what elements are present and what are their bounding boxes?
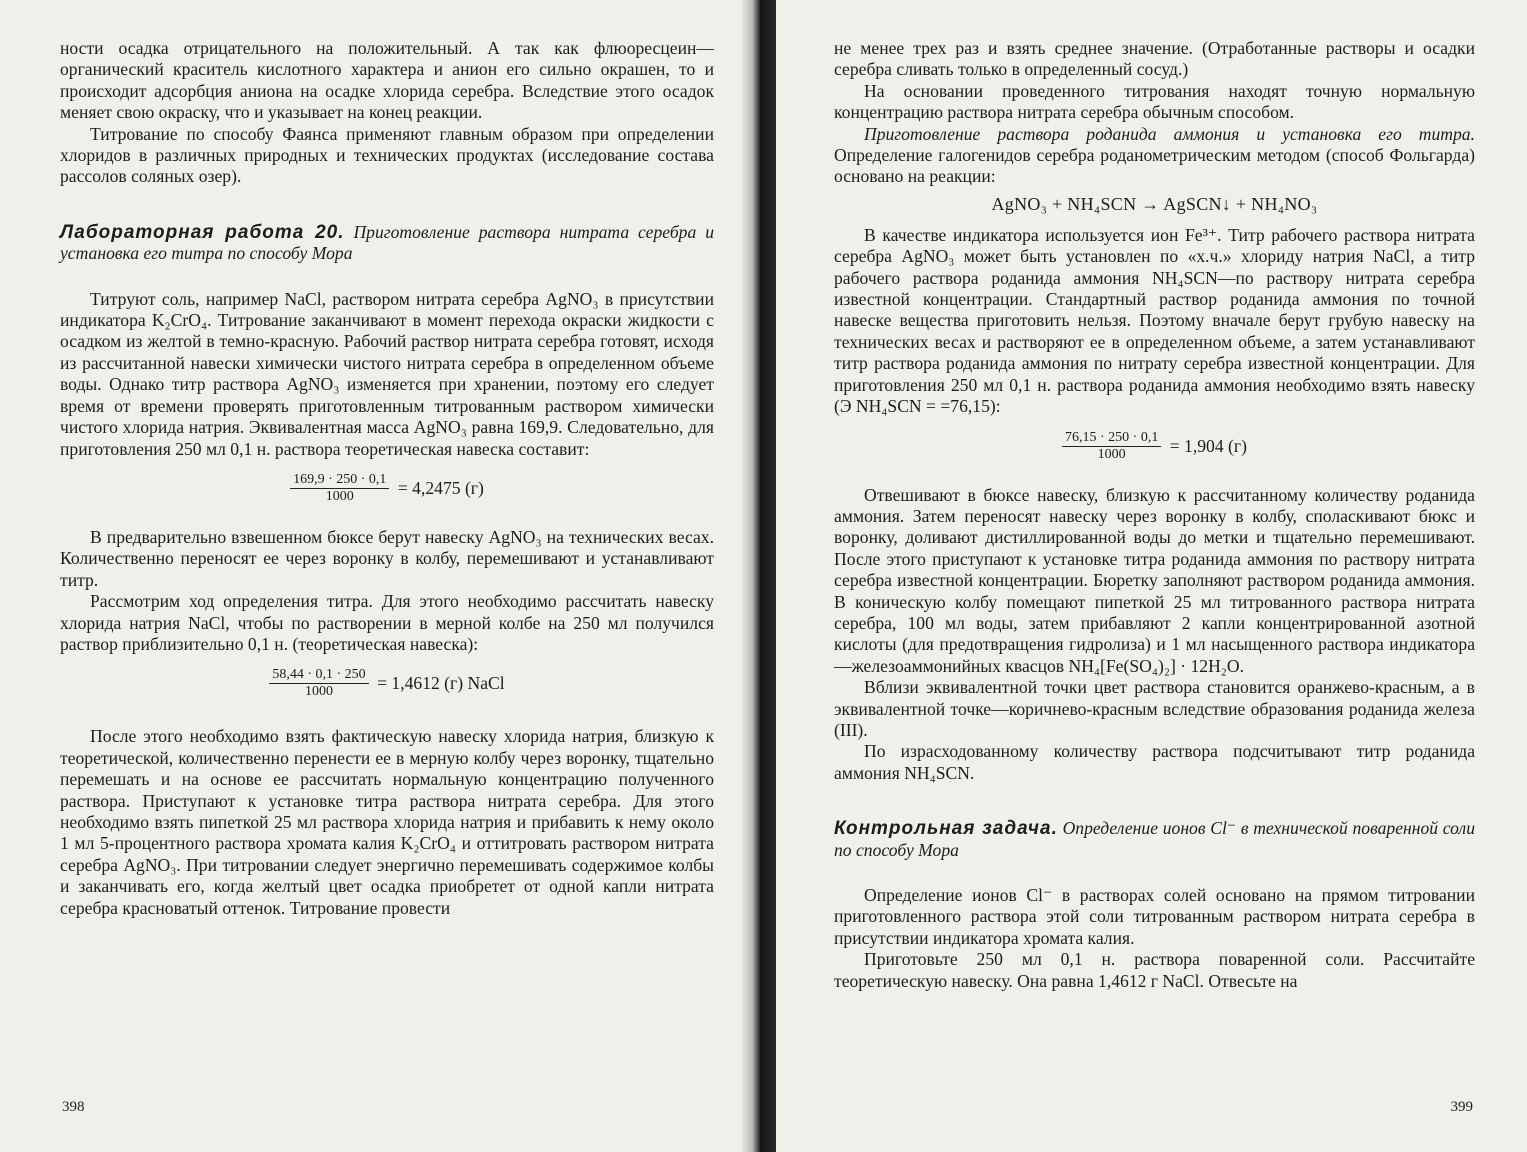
paragraph: В качестве индикатора используется ион Fe³⁺. Титр рабочего раствора нитрата серебра AgNO₃ может быть установлен по «х.ч.» хлориду натрия NaCl, а титр рабочего раствора роданида аммония NH₄SCN—по раствору нитрата серебра известной концентрации. Стандартный раствор роданида аммония по точной навеске вещества приготовить нельзя. Поэтому вначале берут грубую навеску на технических весах и растворяют ее в определенном объеме, а затем устанавливают титр раствора роданида аммония по нитрату серебра известной концентрации. Для приготовления 250 мл 0,1 н. раствора роданида аммония необходимо взять навеску (Э NH₄SCN = =76,15): xyxy=(834,224,1475,417)
paragraph: Титрование по способу Фаянса применяют главным образом при определении хлоридов в различных природных и технических продуктах (исследование состава рассолов соляных озер). xyxy=(60,123,714,187)
formula-denominator: 1000 xyxy=(325,488,354,504)
control-task-title: Контрольная задача. xyxy=(834,818,1058,840)
formula-numerator: 76,15 · 250 · 0,1 xyxy=(1062,430,1161,447)
left-page xyxy=(0,0,742,1152)
paragraph: По израсходованному количеству раствора подсчитывают титр роданида аммония NH₄SCN. xyxy=(834,741,1475,783)
section-title: Приготовление раствора роданида аммония и установка его титра. xyxy=(864,123,1475,144)
formula-numerator: 169,9 · 250 · 0,1 xyxy=(290,472,389,489)
paragraph: Приготовьте 250 мл 0,1 н. раствора поваренной соли. Рассчитайте теоретическую навеску. Она равна 1,4612 г NaCl. Отвесьте на xyxy=(834,949,1475,991)
lab-work-heading xyxy=(60,222,714,265)
paragraph: Рассмотрим ход определения титра. Для этого необходимо рассчитать навеску хлорида натрия NaCl, чтобы по растворении в мерной колбе на 250 мл получился раствор приблизительно 0,1 н. (теоретическая навеска): xyxy=(60,591,714,654)
reaction-equation: AgNO₃ + NH₄SCN → AgSCN↓ + NH₄NO₃ xyxy=(991,193,1318,214)
lab-work-subtitle: Приготовление раствора нитрата серебра и установка его титра по способу Мора xyxy=(60,221,714,264)
formula-result: = 1,4612 (г) NaCl xyxy=(377,673,505,694)
paragraph: не менее трех раз и взять среднее значение. (Отработанные растворы и осадки серебра сливать только в определенный сосуд.) xyxy=(834,38,1475,80)
paragraph: Определение ионов Cl⁻ в растворах солей основано на прямом титровании приготовленного раствора этой соли титрованным раствором нитрата серебра в присутствии индикатора хромата калия. xyxy=(834,885,1475,948)
paragraph: ности осадка отрицательного на положительный. А так как флюоресцеин—органический краситель кислотного характера и анион его сильно окрашен, то и происходит адсорбция аниона на осадке хлорида серебра. Вследствие этого осадок меняет свою окраску, что и указывает на конец реакции. xyxy=(60,38,714,123)
formula-denominator: 1000 xyxy=(1097,446,1126,462)
paragraph: На основании проведенного титрования находят точную нормальную концентрацию раствора нитрата серебра обычным способом. xyxy=(834,80,1475,123)
paragraph: В предварительно взвешенном бюксе берут навеску AgNO₃ на технических весах. Количественно переносят ее через воронку в колбу, перемешивают и устанавливают титр. xyxy=(60,526,714,590)
right-page xyxy=(776,0,1527,1152)
control-task-subtitle: Определение ионов Cl⁻ в технической поваренной соли по способу Мора xyxy=(834,818,1475,860)
formula-result: = 1,904 (г) xyxy=(1169,435,1247,456)
book-gutter xyxy=(742,0,776,1152)
page-number: 398 xyxy=(62,1099,85,1115)
control-task-heading xyxy=(834,818,1475,861)
lab-work-title: Лабораторная работа 20. xyxy=(60,221,345,243)
formula-denominator: 1000 xyxy=(305,684,333,700)
paragraph: Отвешивают в бюксе навеску, близкую к рассчитанному количеству роданида аммония. Затем переносят навеску через воронку в колбу, споласкивают бюкс и воронку, доливают дистиллированной воды до метки и тщательно перемешивают. После этого приступают к установке титра роданида аммония по раствору нитрата серебра известной концентрации. Бюретку заполняют раствором роданида аммония. В коническую колбу помещают пипеткой 25 мл титрованного раствора нитрата серебра, 100 мл воды, затем прибавляют 2 капли концентрированной азотной кислоты (для предотвращения гидролиза) и 1 мл насыщенного раствора индикатора—железоаммонийных квасцов NH₄[Fe(SO₄)₂] · 12H₂O. xyxy=(834,484,1475,676)
formula-numerator: 58,44 · 0,1 · 250 xyxy=(269,667,368,684)
page-number: 399 xyxy=(1450,1099,1473,1115)
paragraph: Приготовление раствора роданида аммония и установка его титра. Определение галогенидов серебра роданометрическим методом (способ Фольгарда) основано на реакции: xyxy=(834,123,1475,187)
formula-nacl-mass xyxy=(60,667,714,700)
paragraph: Вблизи эквивалентной точки цвет раствора становится оранжево-красным, а в эквивалентной точке—коричнево-красным вследствие образования роданида железа (III). xyxy=(834,677,1475,740)
formula-agno3-mass xyxy=(60,472,714,505)
formula-result: = 4,2475 (г) xyxy=(397,477,484,498)
formula-nh4scn-mass xyxy=(834,430,1475,463)
paragraph: После этого необходимо взять фактическую навеску хлорида натрия, близкую к теоретической, количественно перенести ее в мерную колбу через воронку, тщательно перемешать и на основе ее рассчитать нормальную концентрацию полученного раствора. Приступают к установке титра раствора нитрата серебра. Для этого необходимо взять пипеткой 25 мл раствора хлорида натрия и прибавить к нему около 1 мл 5-процентного раствора хромата калия K₂CrO₄ и оттитровать раствором нитрата серебра AgNO₃. При титровании следует энергично перемешивать содержимое колбы и заканчивать его, когда желтый цвет осадка приобретет от одной капли нитрата серебра красноватый оттенок. Титрование провести xyxy=(60,726,714,918)
paragraph: Титруют соль, например NaCl, раствором нитрата серебра AgNO₃ в присутствии индикатора K₂CrO₄. Титрование заканчивают в момент перехода окраски жидкости с осадком из желтой в темно-красную. Рабочий раствор нитрата серебра готовят, исходя из рассчитанной навески химически чистого нитрата серебра в определенном объеме воды. Однако титр раствора AgNO₃ изменяется при хранении, поэтому его следует время от времени проверять приготовленным титрованным раствором химически чистого хлорида натрия. Эквивалентная масса AgNO₃ равна 169,9. Следовательно, для приготовления 250 мл 0,1 н. раствора теоретическая навеска составит: xyxy=(60,288,714,459)
